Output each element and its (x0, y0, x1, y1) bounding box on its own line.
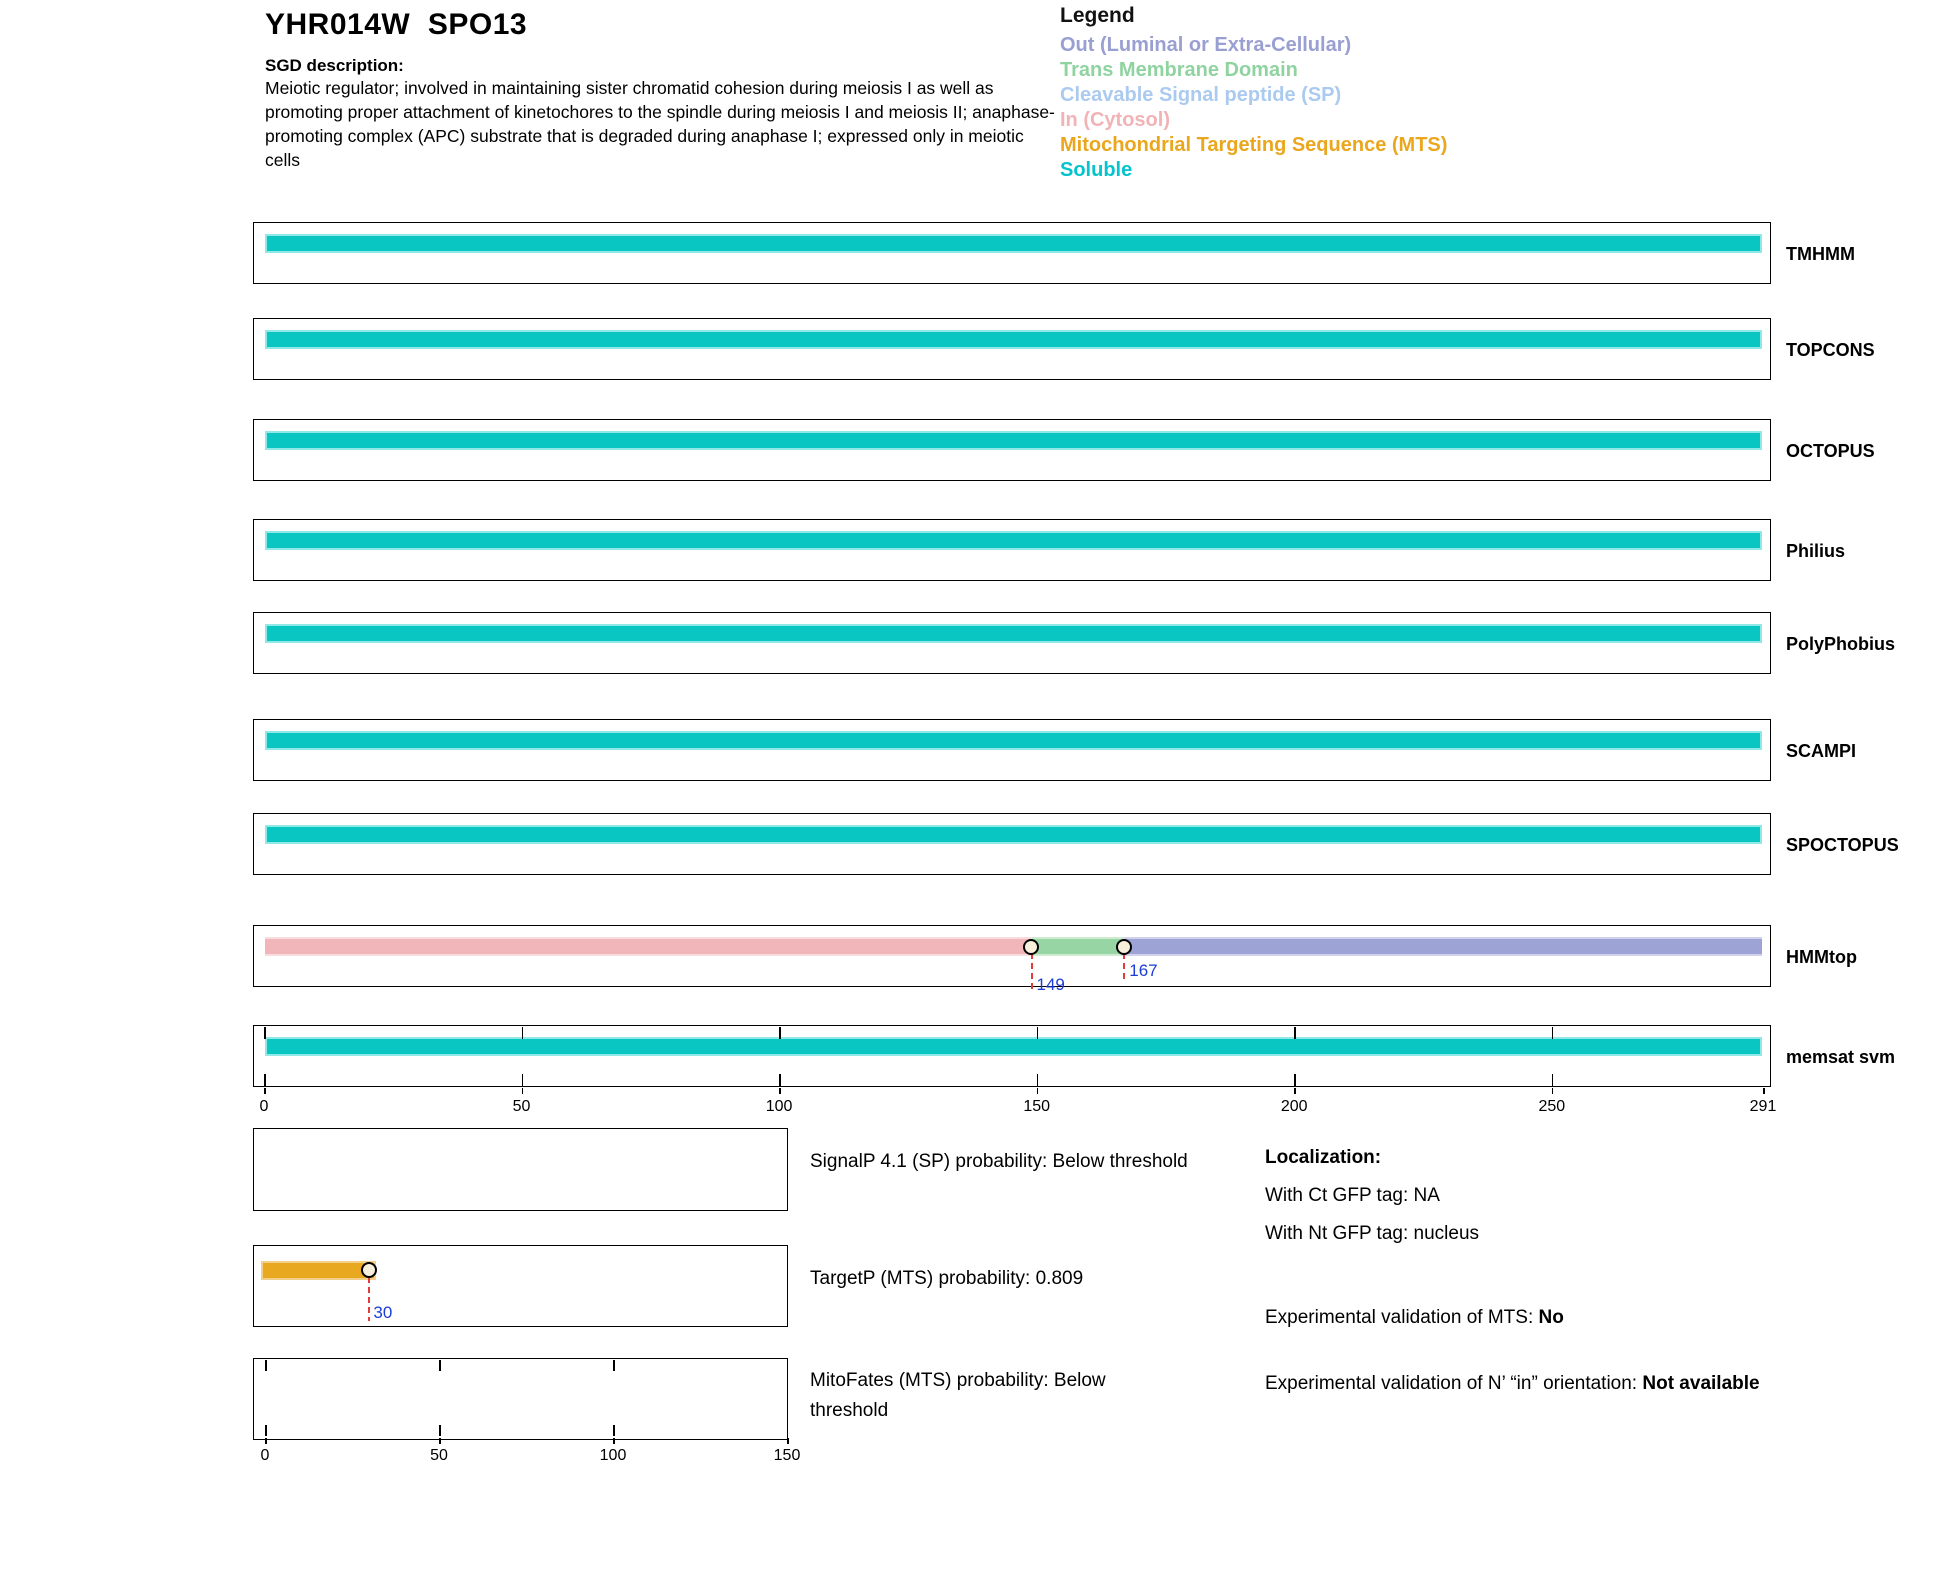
track-box-hmmtop (253, 925, 1771, 987)
segment-soluble (265, 234, 1762, 253)
prob-axis-tick (613, 1438, 615, 1444)
legend-item-5: Mitochondrial Targeting Sequence (MTS) (1060, 134, 1448, 156)
track-box-scampi (253, 719, 1771, 781)
legend (1060, 4, 1447, 183)
axis-tick (1552, 1088, 1554, 1094)
prob-inner-tick-bottom (265, 1425, 267, 1436)
legend-item-2: Trans Membrane Domain (1060, 59, 1298, 81)
track-bar (265, 624, 1762, 643)
track-bar (265, 731, 1762, 750)
mts-validation-line (1265, 1307, 1564, 1329)
track-bar (265, 531, 1762, 550)
prob-axis-tick (787, 1438, 789, 1444)
track-box-topcons (253, 318, 1771, 380)
track-box-spoctopus (253, 813, 1771, 875)
track-label-octopus: OCTOPUS (1786, 441, 1875, 461)
segment-out-luminal-or-extra-cellular- (1124, 937, 1762, 956)
track-bar (265, 1037, 1762, 1056)
axis-tick (1763, 1088, 1765, 1094)
prob-axis-tick (265, 1438, 267, 1444)
inner-tick-bottom (264, 1074, 266, 1086)
prob-inner-tick-bottom (613, 1425, 615, 1436)
track-label-memsat-svm: memsat svm (1786, 1047, 1896, 1067)
track-box-tmhmm (253, 222, 1771, 284)
mts-cleavage-marker (361, 1262, 377, 1278)
track-box-polyphobius (253, 612, 1771, 674)
track-bar (265, 937, 1762, 956)
inner-tick-top (1294, 1027, 1296, 1039)
legend-item-3: Cleavable Signal peptide (SP) (1060, 84, 1342, 106)
segment-soluble (265, 1037, 1762, 1056)
inner-tick-bottom (522, 1074, 524, 1086)
axis-tick (264, 1088, 266, 1094)
legend-item-6: Soluble (1060, 159, 1133, 181)
boundary-label-167: 167 (1129, 961, 1158, 980)
prob-inner-tick-top (265, 1360, 267, 1371)
mts-validation-label: Experimental validation of MTS: (1265, 1307, 1539, 1328)
signalp-result-text: SignalP 4.1 (SP) probability: Below threshold (810, 1151, 1188, 1172)
orientation-validation-label: Experimental validation of N’ “in” orientation: (1265, 1373, 1643, 1394)
sgd-description-label: SGD description: (265, 56, 404, 75)
prob-axis-label: 150 (773, 1447, 801, 1464)
track-bar (265, 431, 1762, 450)
track-label-spoctopus: SPOCTOPUS (1786, 835, 1899, 855)
axis-tick-label: 250 (1538, 1098, 1566, 1115)
mitofates-result-text: MitoFates (MTS) probability: Below threshold (810, 1370, 1106, 1421)
boundary-label-149: 149 (1036, 975, 1065, 994)
axis-tick (522, 1088, 524, 1094)
segment-soluble (265, 330, 1762, 349)
inner-tick-top (264, 1027, 266, 1039)
track-box-memsat-svm (253, 1025, 1771, 1087)
segment-soluble (265, 624, 1762, 643)
track-bar (265, 234, 1762, 253)
boundary-marker-149 (1023, 939, 1039, 955)
track-label-scampi: SCAMPI (1786, 741, 1857, 761)
mts-probability-bar (261, 1261, 376, 1280)
segment-soluble (265, 531, 1762, 550)
track-box-philius (253, 519, 1771, 581)
inner-tick-top (779, 1027, 781, 1039)
prob-axis-tick (439, 1438, 441, 1444)
prob-inner-tick-bottom (439, 1425, 441, 1436)
segment-soluble (265, 825, 1762, 844)
prob-axis-label: 0 (260, 1447, 270, 1464)
axis-tick-label: 0 (259, 1098, 269, 1115)
prob-inner-tick-top (613, 1360, 615, 1371)
track-label-philius: Philius (1786, 541, 1846, 561)
prob-axis-label: 100 (599, 1447, 627, 1464)
orientation-validation-line (1265, 1367, 1855, 1400)
legend-title: Legend (1060, 4, 1135, 27)
mts-cleavage-label: 30 (373, 1303, 393, 1322)
sgd-description-text: Meiotic regulator; involved in maintaining sister chromatid cohesion during meiosis I as well as promoting proper attachment of kinetochores to the spindle during meiosis I and meiosis II; anaphase-promoting complex (APC) substrate that is degraded during anaphase I; expressed only in meiotic cells (265, 78, 1055, 170)
inner-tick-bottom (1552, 1074, 1554, 1086)
axis-tick (779, 1088, 781, 1094)
track-label-tmhmm: TMHMM (1786, 244, 1855, 264)
segment-soluble (265, 431, 1762, 450)
targetp-result-text: TargetP (MTS) probability: 0.809 (810, 1268, 1084, 1289)
inner-tick-bottom (1037, 1074, 1039, 1086)
mts-cleavage-line (368, 1277, 370, 1321)
inner-tick-top (1552, 1027, 1554, 1039)
page-title: YHR014W SPO13 (265, 8, 528, 41)
prob-axis-label: 50 (430, 1447, 448, 1464)
track-bar (265, 330, 1762, 349)
inner-tick-bottom (779, 1074, 781, 1086)
prob-box-3 (253, 1358, 788, 1440)
axis-tick-label: 50 (512, 1098, 531, 1115)
ct-gfp-tag-line: With Ct GFP tag: NA (1265, 1185, 1440, 1206)
localization-title: Localization: (1265, 1147, 1382, 1168)
segment-trans-membrane-domain (1032, 937, 1125, 956)
track-bar (265, 825, 1762, 844)
track-label-hmmtop: HMMtop (1786, 947, 1857, 967)
segment-soluble (265, 731, 1762, 750)
boundary-line-149 (1031, 953, 1033, 989)
track-label-topcons: TOPCONS (1786, 340, 1875, 360)
inner-tick-top (1037, 1027, 1039, 1039)
boundary-marker-167 (1116, 939, 1132, 955)
inner-tick-bottom (1294, 1074, 1296, 1086)
track-box-octopus (253, 419, 1771, 481)
axis-tick (1294, 1088, 1296, 1094)
legend-item-1: Out (Luminal or Extra-Cellular) (1060, 34, 1352, 56)
prob-inner-tick-top (439, 1360, 441, 1371)
inner-tick-top (522, 1027, 524, 1039)
orientation-validation-value: Not available (1642, 1373, 1760, 1394)
legend-items (1060, 33, 1447, 183)
axis-tick-label: 150 (1023, 1098, 1051, 1115)
track-label-polyphobius: PolyPhobius (1786, 634, 1896, 654)
legend-item-4: In (Cytosol) (1060, 109, 1170, 131)
nt-gfp-tag-line: With Nt GFP tag: nucleus (1265, 1223, 1480, 1244)
segment-in-cytosol- (265, 937, 1032, 956)
axis-tick-label: 200 (1280, 1098, 1308, 1115)
prob-box-2 (253, 1245, 788, 1327)
mts-validation-value: No (1538, 1307, 1564, 1328)
axis-tick (1037, 1088, 1039, 1094)
axis-tick-label: 291 (1749, 1098, 1777, 1115)
axis-tick-label: 100 (765, 1098, 793, 1115)
prob-box-1 (253, 1128, 788, 1211)
boundary-line-167 (1123, 953, 1125, 983)
